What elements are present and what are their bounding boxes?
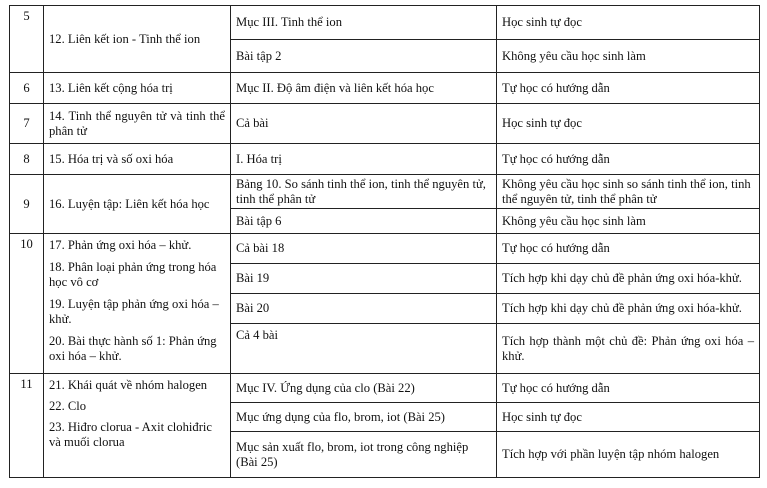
table-row	[10, 175, 760, 209]
row-number: 6	[10, 73, 44, 104]
table-row	[10, 234, 760, 264]
lesson-cell: 13. Liên kết cộng hóa trị	[44, 73, 231, 104]
content-cell: Bảng 10. So sánh tinh thể ion, tinh thể nguyên tử, tinh thể phân tử	[231, 175, 497, 209]
row-number: 5	[10, 6, 44, 73]
note-cell: Tích hợp thành một chủ đề: Phản ứng oxi hóa – khử.	[497, 324, 760, 374]
note-cell: Tích hợp khi dạy chủ đề phản ứng oxi hóa-khử.	[497, 264, 760, 294]
note-cell: Tự học có hướng dẫn	[497, 144, 760, 175]
content-cell: I. Hóa trị	[231, 144, 497, 175]
table-row	[10, 104, 760, 144]
lesson-title: 23. Hiđro clorua - Axit clohiđric và muối clorua	[49, 420, 212, 449]
content-cell: Bài 19	[231, 264, 497, 294]
content-cell: Mục ứng dụng của flo, brom, iot (Bài 25)	[231, 403, 497, 432]
note-cell: Không yêu cầu học sinh làm	[497, 40, 760, 73]
note-cell: Học sinh tự đọc	[497, 6, 760, 40]
content-cell: Bài tập 2	[231, 40, 497, 73]
lesson-title: 17. Phản ứng oxi hóa – khử.	[49, 238, 192, 252]
row-number: 9	[10, 175, 44, 234]
content-cell: Mục IV. Ứng dụng của clo (Bài 22)	[231, 374, 497, 403]
row-number: 7	[10, 104, 44, 144]
note-cell: Học sinh tự đọc	[497, 403, 760, 432]
content-cell: Bài 20	[231, 294, 497, 324]
lesson-title: 22. Clo	[49, 399, 87, 413]
lesson-cell: 16. Luyện tập: Liên kết hóa học	[44, 175, 231, 234]
lesson-cell	[44, 6, 231, 73]
table-row	[10, 73, 760, 104]
lesson-cell	[44, 374, 231, 478]
row-number: 11	[10, 374, 44, 478]
note-cell: Tự học có hướng dẫn	[497, 234, 760, 264]
lesson-title: 21. Khái quát về nhóm halogen	[49, 378, 208, 392]
table-row	[10, 144, 760, 175]
content-cell: Mục sản xuất flo, brom, iot trong công nghiệp (Bài 25)	[231, 432, 497, 478]
note-cell: Học sinh tự đọc	[497, 104, 760, 144]
content-cell: Cả 4 bài	[231, 324, 497, 374]
lesson-title: 12. Liên kết ion - Tinh thể ion	[49, 31, 201, 46]
lesson-title: 18. Phân loại phản ứng trong hóa học vô cơ	[49, 260, 217, 289]
lesson-title: 20. Bài thực hành số 1: Phản ứng oxi hóa – khử.	[49, 334, 217, 363]
curriculum-table	[9, 5, 760, 478]
note-cell: Tích hợp khi dạy chủ đề phản ứng oxi hóa-khử.	[497, 294, 760, 324]
note-cell: Không yêu cầu học sinh làm	[497, 209, 760, 234]
content-cell: Mục II. Độ âm điện và liên kết hóa học	[231, 73, 497, 104]
lesson-cell: 14. Tinh thể nguyên tử và tinh thể phân tử	[44, 104, 231, 144]
table-row	[10, 374, 760, 403]
content-cell: Cả bài	[231, 104, 497, 144]
note-cell: Tự học có hướng dẫn	[497, 73, 760, 104]
note-cell: Tích hợp với phần luyện tập nhóm halogen	[497, 432, 760, 478]
note-cell: Không yêu cầu học sinh so sánh tinh thể ion, tinh thể nguyên tử, tinh thể phân tử	[497, 175, 760, 209]
content-cell: Bài tập 6	[231, 209, 497, 234]
content-cell: Mục III. Tinh thể ion	[231, 6, 497, 40]
row-number: 8	[10, 144, 44, 175]
table-row	[10, 6, 760, 40]
lesson-title: 19. Luyện tập phản ứng oxi hóa – khử.	[49, 297, 219, 326]
note-cell: Tự học có hướng dẫn	[497, 374, 760, 403]
lesson-cell: 15. Hóa trị và số oxi hóa	[44, 144, 231, 175]
lesson-cell	[44, 234, 231, 374]
content-cell: Cả bài 18	[231, 234, 497, 264]
row-number: 10	[10, 234, 44, 374]
